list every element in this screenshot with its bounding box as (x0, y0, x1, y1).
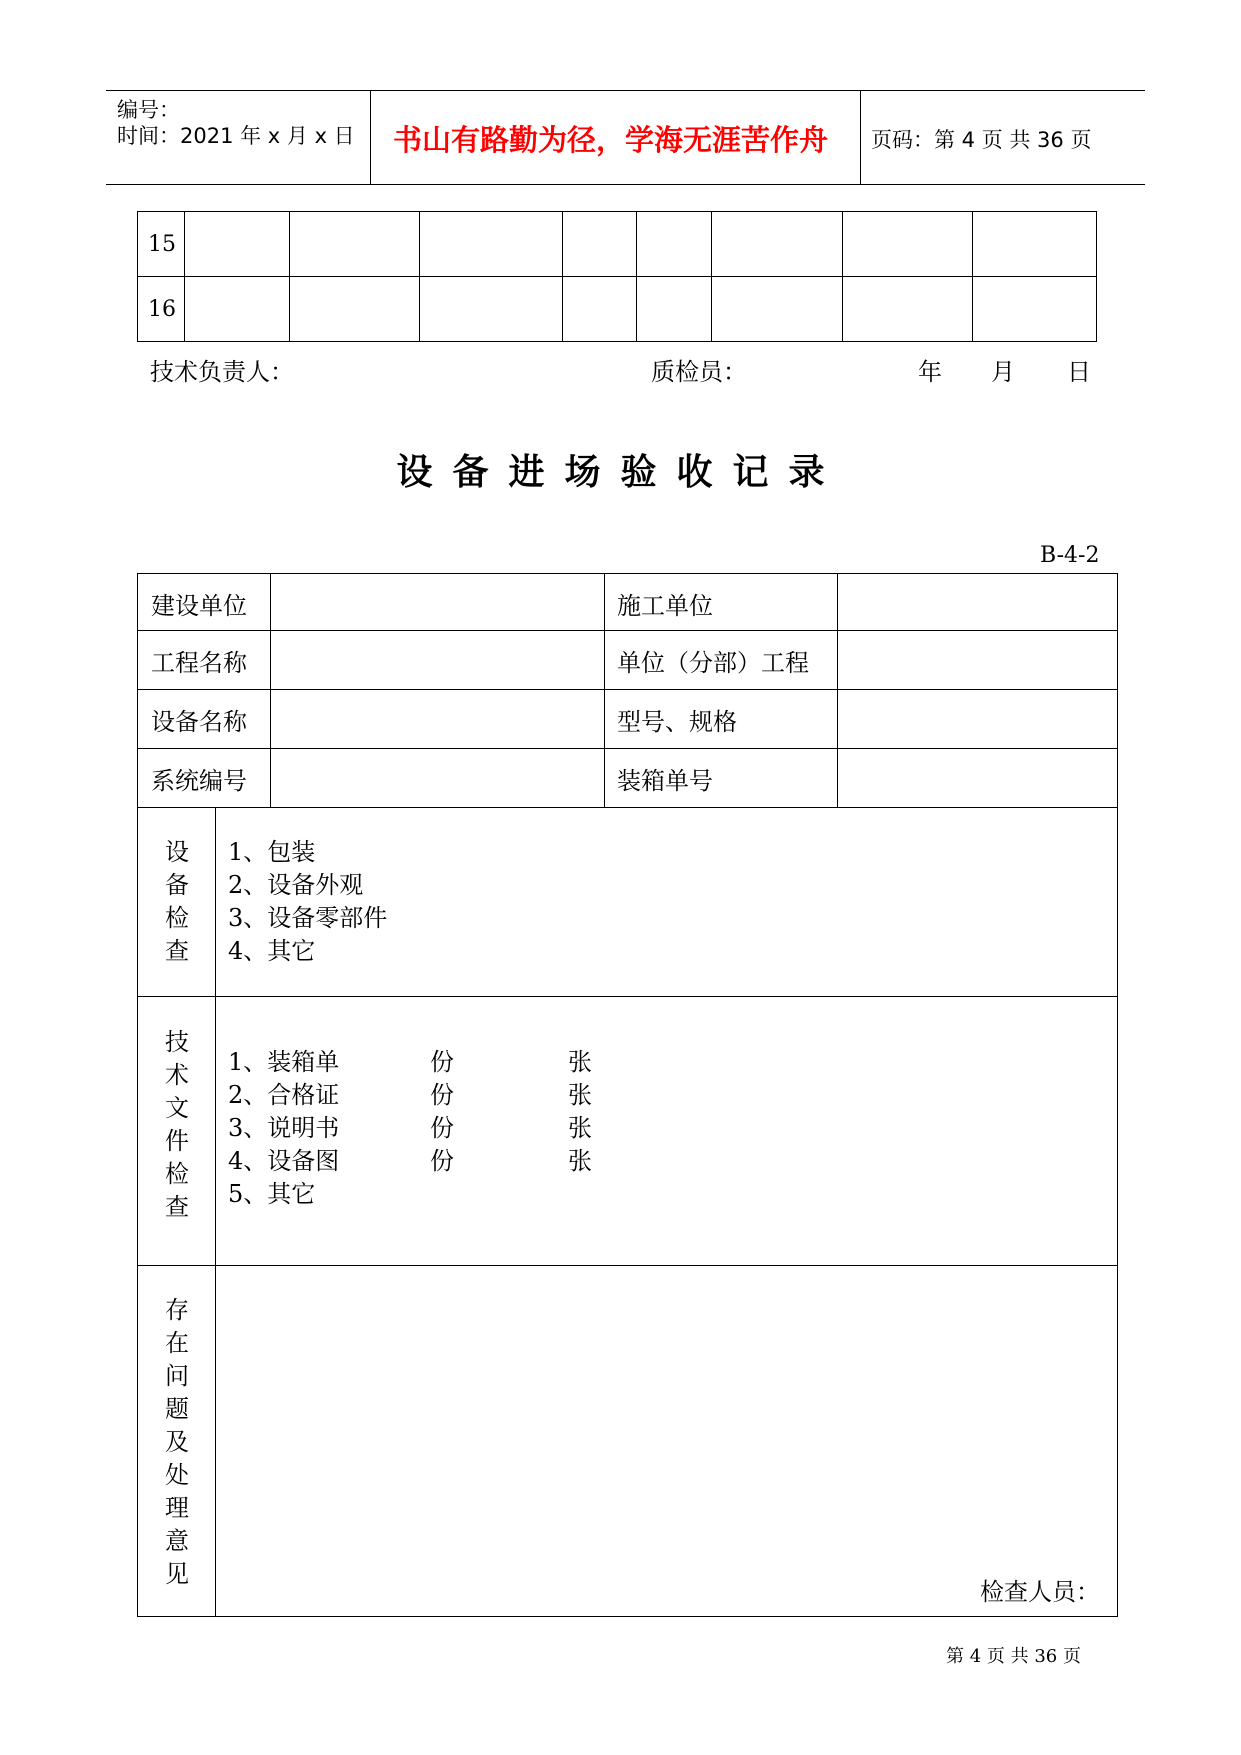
system-number-label: 系统编号 (151, 767, 247, 795)
sheets-unit: 张 (568, 1048, 592, 1076)
sheets-unit: 张 (568, 1114, 592, 1142)
issues-field[interactable] (216, 1266, 1118, 1566)
inspector-personnel-label: 检查人员： (980, 1578, 1100, 1606)
list-item: 2、合格证 (228, 1081, 340, 1109)
copies-unit: 份 (430, 1147, 454, 1175)
table-row (138, 277, 1097, 342)
grid-line (604, 574, 605, 807)
unit-project-field[interactable] (838, 631, 1118, 689)
table-cell[interactable] (420, 277, 563, 342)
equipment-acceptance-form (137, 573, 1118, 1617)
issues-label: 存 在 问 题 及 处 理 意 见 (165, 1296, 189, 1588)
tech-docs-sheets (568, 1046, 592, 1178)
footer-page-number: 第 4 页 共 36 页 (946, 1646, 1081, 1667)
unit-project-label: 单位（分部）工程 (617, 649, 809, 677)
copies-unit: 份 (430, 1048, 454, 1076)
model-spec-field[interactable] (838, 690, 1118, 748)
equipment-check-label: 设 备 检 查 (165, 838, 189, 965)
row-number: 15 (138, 212, 185, 277)
inspector-label: 质检员： (651, 358, 747, 386)
tech-docs-copies (430, 1046, 454, 1178)
list-item: 3、说明书 (228, 1114, 340, 1142)
header-page-label: 页码：第 4 页 共 36 页 (871, 128, 1092, 152)
table-cell[interactable] (563, 212, 637, 277)
form-title: 设备进场验收记录 (396, 451, 845, 493)
table-cell[interactable] (290, 277, 420, 342)
tech-lead-label: 技术负责人： (150, 358, 294, 386)
table-cell[interactable] (843, 277, 973, 342)
list-item: 1、包装 (228, 838, 316, 866)
table-cell[interactable] (843, 212, 973, 277)
table-cell[interactable] (712, 212, 843, 277)
list-item: 4、其它 (228, 937, 316, 965)
list-item: 3、设备零部件 (228, 904, 388, 932)
contractor-unit-field[interactable] (838, 574, 1118, 630)
table-cell[interactable] (185, 277, 290, 342)
model-spec-label: 型号、规格 (617, 708, 737, 736)
contractor-unit-label: 施工单位 (617, 592, 713, 620)
list-item: 2、设备外观 (228, 871, 364, 899)
grid-line (138, 807, 1117, 808)
sheets-unit: 张 (568, 1147, 592, 1175)
day-label: 日 (1067, 358, 1091, 386)
tech-docs-check-label: 技 术 文 件 检 查 (165, 1028, 189, 1221)
row-number: 16 (138, 277, 185, 342)
project-name-label: 工程名称 (151, 649, 247, 677)
sheets-unit: 张 (568, 1081, 592, 1109)
header-number-label: 编号： (117, 98, 180, 122)
table-cell[interactable] (636, 277, 712, 342)
header-time: 时间：2021 年 x 月 x 日 (117, 124, 355, 148)
equipment-name-label: 设备名称 (151, 708, 247, 736)
table-cell[interactable] (973, 277, 1097, 342)
list-item: 4、设备图 (228, 1147, 340, 1175)
table-row (138, 212, 1097, 277)
project-name-field[interactable] (271, 631, 604, 689)
table-cell[interactable] (563, 277, 637, 342)
packing-number-label: 装箱单号 (617, 767, 713, 795)
table-cell[interactable] (636, 212, 712, 277)
copies-unit: 份 (430, 1081, 454, 1109)
system-number-field[interactable] (271, 749, 604, 807)
list-item: 1、装箱单 (228, 1048, 340, 1076)
list-item: 5、其它 (228, 1180, 316, 1208)
header-divider (860, 91, 861, 184)
grid-line (138, 996, 1117, 997)
table-cell[interactable] (712, 277, 843, 342)
tech-docs-names (228, 1046, 339, 1211)
construction-unit-field[interactable] (271, 574, 604, 630)
equipment-name-field[interactable] (271, 690, 604, 748)
header-motto: 书山有路勤为径，学海无涯苦作舟 (393, 123, 829, 157)
year-label: 年 (918, 358, 942, 386)
form-code: B-4-2 (1040, 543, 1100, 568)
continuation-table (137, 211, 1097, 342)
construction-unit-label: 建设单位 (151, 592, 247, 620)
month-label: 月 (991, 358, 1015, 386)
table-cell[interactable] (973, 212, 1097, 277)
copies-unit: 份 (430, 1114, 454, 1142)
table-cell[interactable] (185, 212, 290, 277)
header-divider (370, 91, 371, 184)
table-cell[interactable] (290, 212, 420, 277)
packing-number-field[interactable] (838, 749, 1118, 807)
table-cell[interactable] (420, 212, 563, 277)
equipment-check-items (228, 836, 387, 968)
